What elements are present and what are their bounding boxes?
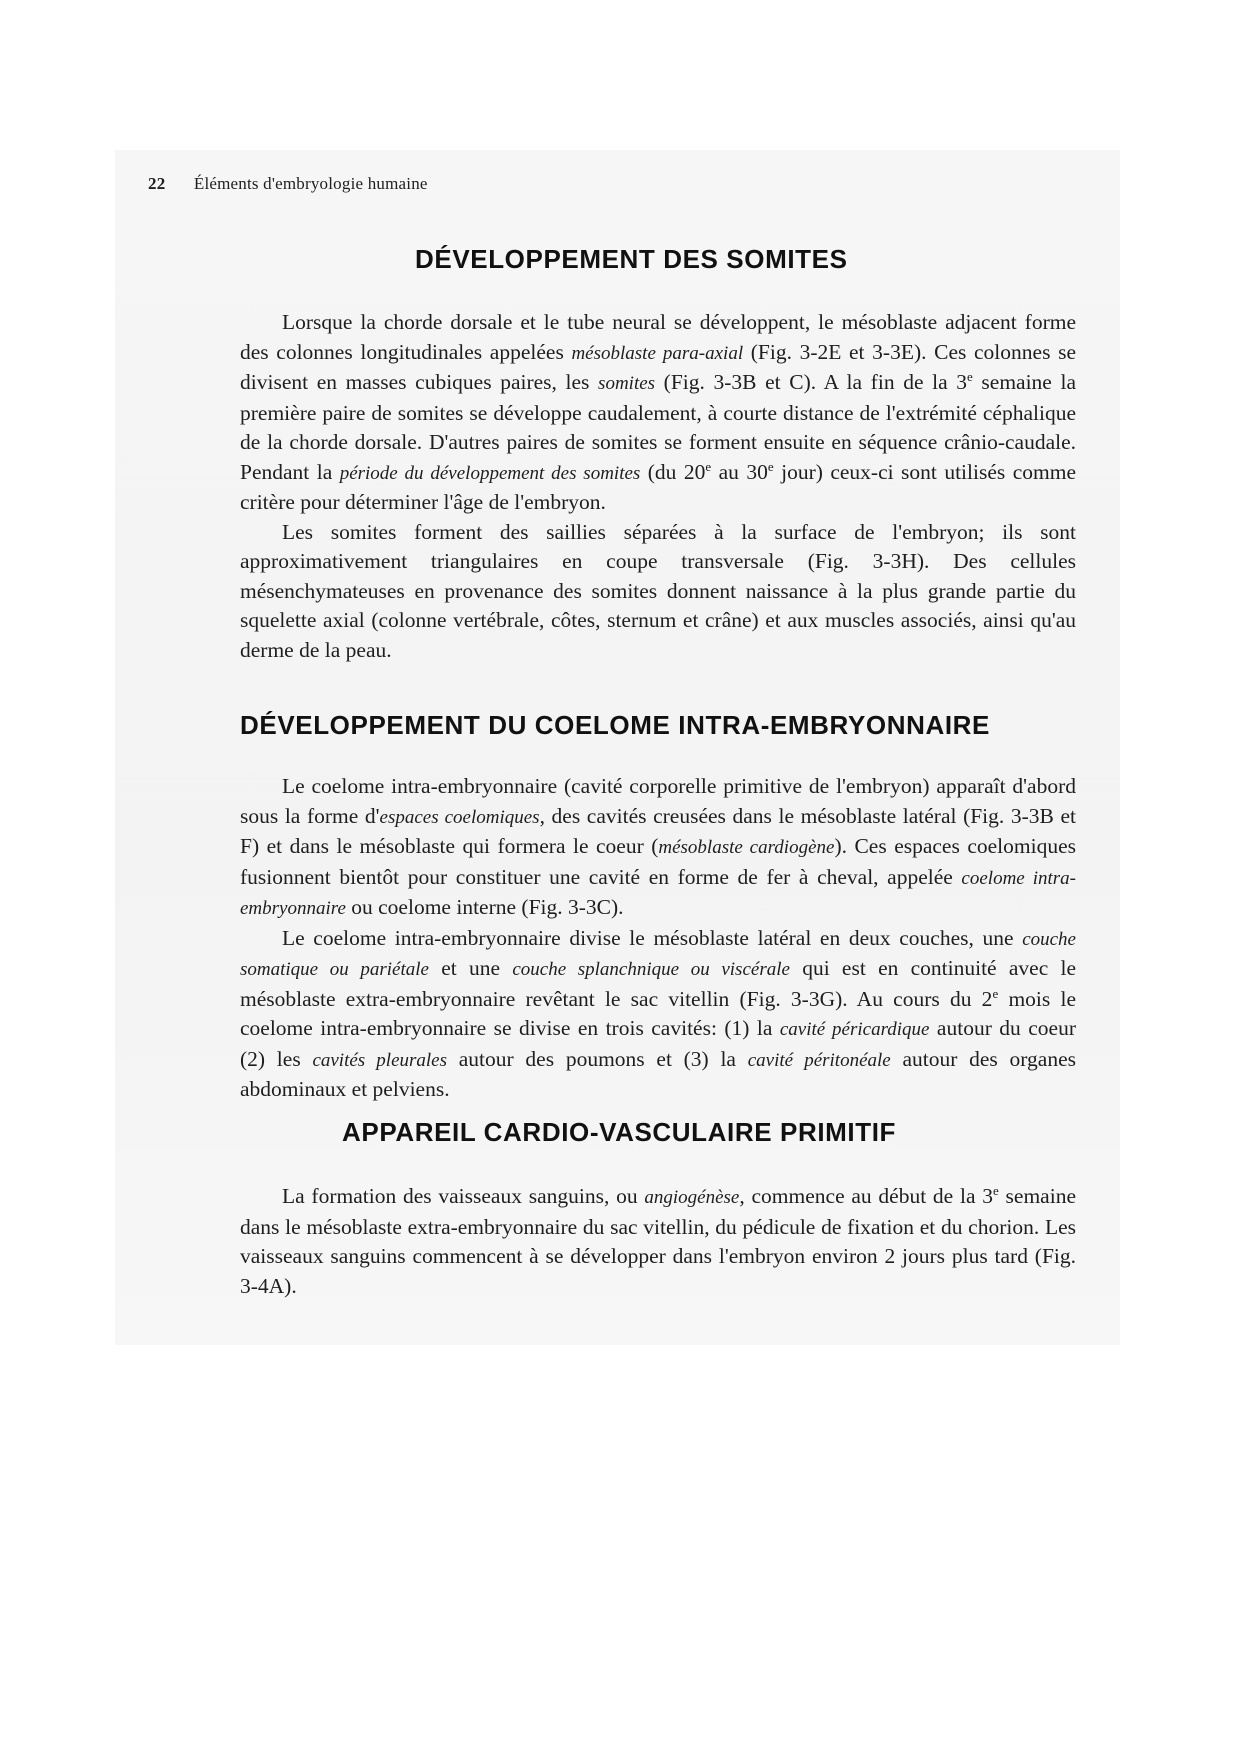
- section-heading-cardio-vasculaire: APPAREIL CARDIO-VASCULAIRE PRIMITIF: [342, 1117, 897, 1147]
- paragraph: Lorsque la chorde dorsale et le tube neural se développent, le mésoblaste adjacent forme des colonnes longitudinales appelées mésoblaste para-axial (Fig. 3-2E et 3-3E). Ces colonnes se divisent en masses cubiques paires, les somites (Fig. 3-3B et C). A la fin de la 3e semaine la première paire de somites se développe caudalement, à courte distance de l'extrémité céphalique de la chorde dorsale. D'autres paires de somites se forment ensuite en séquence crânio-caudale. Pendant la période du développement des somites (du 20e au 30e jour) ceux-ci sont utilisés comme critère pour déterminer l'âge de l'embryon.: [240, 310, 1076, 514]
- paragraph: La formation des vaisseaux sanguins, ou angiogénèse, commence au début de la 3e semaine dans le mésoblaste extra-embryonnaire du sac vitellin, du pédicule de fixation et du chorion. Les vaisseaux sanguins commencent à se développer dans l'embryon environ 2 jours plus tard (Fig. 3-4A).: [240, 1182, 1076, 1298]
- paragraph: Le coelome intra-embryonnaire (cavité corporelle primitive de l'embryon) apparaît d'abord sous la forme d'espaces coelomiques, des cavités creusées dans le mésoblaste latéral (Fig. 3-3B et F) et dans le mésoblaste qui formera le coeur (mésoblaste cardiogène). Ces espaces coelomiques fusionnent bientôt pour constituer une cavité en forme de fer à cheval, appelée coelome intra-embryonnaire ou coelome interne (Fig. 3-3C).: [240, 774, 1076, 919]
- section-body-cardio-vasculaire: [240, 1182, 1076, 1301]
- book-title: Éléments d'embryologie humaine: [193, 174, 428, 193]
- section-heading-somites: DÉVELOPPEMENT DES SOMITES: [415, 244, 848, 274]
- paragraph: Les somites forment des saillies séparées à la surface de l'embryon; ils sont approximativement triangulaires en coupe transversale (Fig. 3-3H). Des cellules mésenchymateuses en provenance des somites donnent naissance à la plus grande partie du squelette axial (colonne vertébrale, côtes, sternum et crâne) et aux muscles associés, ainsi qu'au derme de la peau.: [240, 519, 1076, 662]
- page-number: 22: [148, 174, 166, 193]
- paragraph: Le coelome intra-embryonnaire divise le mésoblaste latéral en deux couches, une couche somatique ou pariétale et une couche splanchnique ou viscérale qui est en continuité avec le mésoblaste extra-embryonnaire revêtant le sac vitellin (Fig. 3-3G). Au cours du 2e mois le coelome intra-embryonnaire se divise en trois cavités: (1) la cavité péricardique autour du coeur (2) les cavités pleurales autour des poumons et (3) la cavité péritonéale autour des organes abdominaux et pelviens.: [240, 925, 1077, 1101]
- running-header: [148, 174, 428, 194]
- section-body-coelome: [240, 772, 1076, 1105]
- section-heading-coelome: DÉVELOPPEMENT DU COELOME INTRA-EMBRYONNAIRE: [240, 710, 990, 740]
- section-body-somites: [240, 308, 1076, 665]
